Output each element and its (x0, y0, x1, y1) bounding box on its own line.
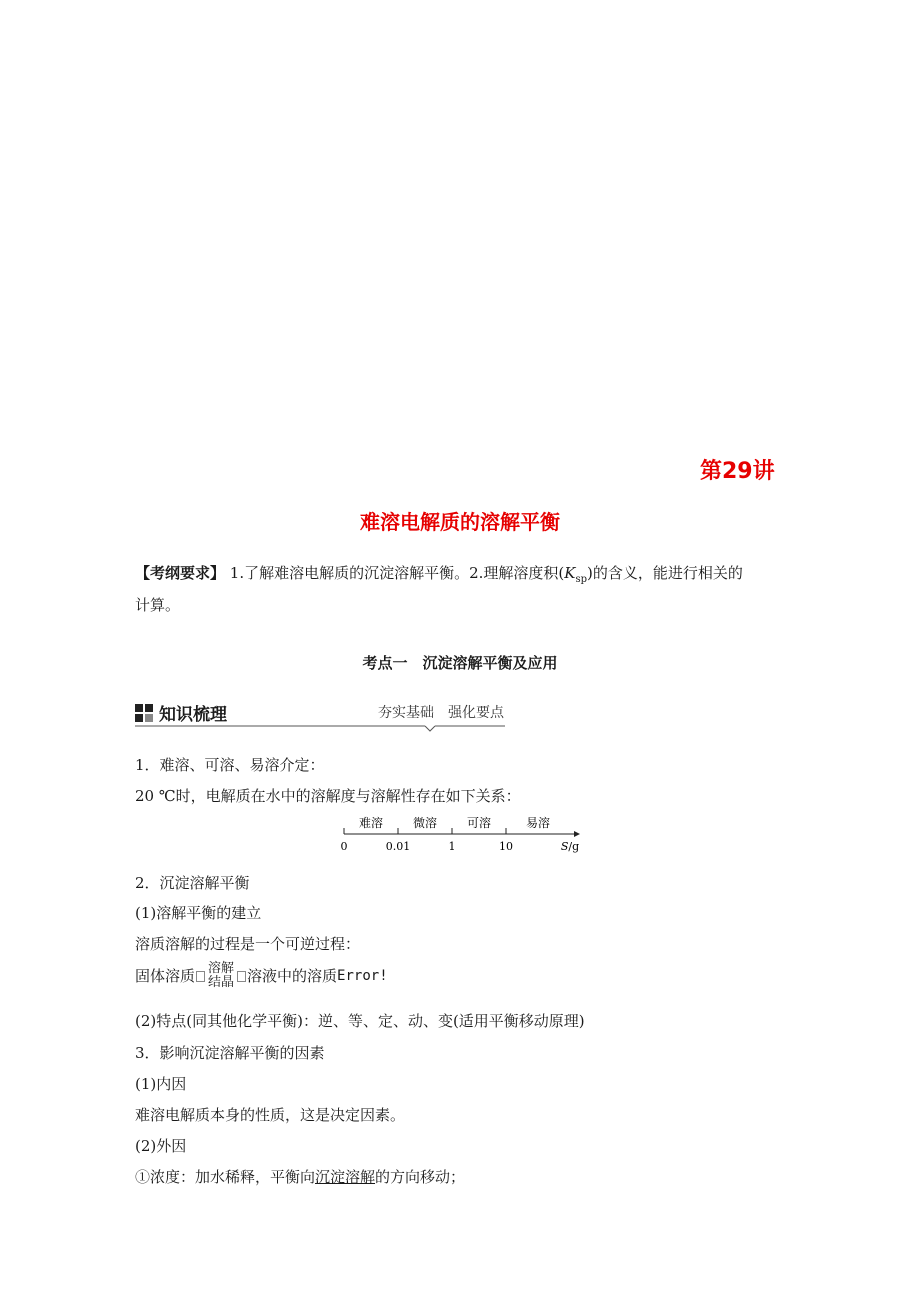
section-title: 考点一 沉淀溶解平衡及应用 (362, 654, 558, 672)
scale-category-easily: 易溶 (525, 816, 551, 830)
paragraph-10: (2)外因 (135, 1137, 187, 1155)
knowledge-heading (135, 700, 227, 725)
equilibrium-equation (135, 962, 388, 990)
requirements-text: 1.了解难溶电解质的沉淀溶解平衡。2.理解溶度积( (229, 564, 565, 582)
knowledge-heading-text: 知识梳理 (159, 705, 227, 725)
knowledge-subheading: 夯实基础 强化要点 (378, 705, 504, 721)
scale-tick-10: 10 (499, 840, 513, 853)
paragraph-7: 3．影响沉淀溶解平衡的因素 (135, 1044, 325, 1062)
paragraph-4: (1)溶解平衡的建立 (135, 904, 262, 922)
requirements-line-2: 计算。 (135, 596, 181, 614)
paragraph-1: 1．难溶、可溶、易溶介定： (135, 756, 325, 774)
paragraph-3: 2．沉淀溶解平衡 (135, 874, 250, 892)
scale-category-soluble: 可溶 (466, 816, 492, 830)
p11-underlined: 沉淀溶解 (315, 1168, 376, 1186)
scale-category-insoluble: 难溶 (358, 816, 384, 830)
ksp-subscript: sp (575, 574, 588, 585)
p11-after: 的方向移动； (375, 1168, 466, 1186)
lecture-number: 第29讲 (700, 459, 775, 484)
requirements-text-after: )的含义，能进行相关的 (587, 564, 743, 582)
scale-axis-label: S/g (560, 840, 580, 853)
ksp-symbol: K (564, 564, 576, 582)
paragraph-8: (1)内因 (135, 1075, 187, 1093)
requirements-line-1 (135, 562, 743, 591)
paragraph-11 (135, 1166, 465, 1188)
eq-right: 溶液中的溶质 (247, 967, 338, 985)
eq-crystallize: 结晶 (208, 975, 235, 990)
solubility-scale (330, 812, 590, 858)
paragraph-2: 20 ℃时，电解质在水中的溶解度与溶解性存在如下关系： (135, 787, 521, 805)
scale-tick-001: 0.01 (385, 840, 411, 853)
paragraph-5: 溶质溶解的过程是一个可逆过程： (135, 935, 361, 953)
placeholder-box (196, 971, 205, 982)
eq-error: Error! (337, 968, 388, 984)
grid-icon (135, 704, 153, 722)
scale-tick-1: 1 (448, 840, 456, 853)
scale-tick-0: 0 (340, 840, 348, 853)
heading-underline (135, 724, 505, 748)
eq-left: 固体溶质 (135, 967, 196, 985)
eq-dissolve: 溶解 (208, 961, 235, 976)
paragraph-9: 难溶电解质本身的性质，这是决定因素。 (135, 1106, 406, 1124)
requirements-label: 【考纲要求】 (135, 564, 226, 582)
paragraph-6: (2)特点(同其他化学平衡)：逆、等、定、动、变(适用平衡移动原理) (135, 1012, 585, 1030)
placeholder-box (237, 971, 246, 982)
p11-before: ①浓度：加水稀释，平衡向 (135, 1168, 316, 1186)
eq-arrow-labels (208, 962, 234, 990)
page-title: 难溶电解质的溶解平衡 (360, 510, 560, 534)
scale-category-slightly: 微溶 (412, 816, 438, 830)
